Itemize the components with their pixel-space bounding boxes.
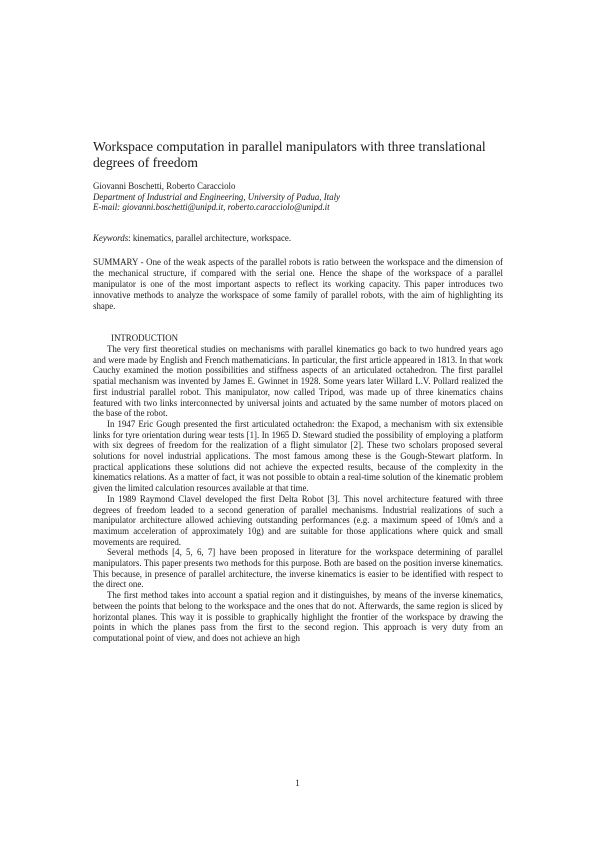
- body-paragraph: The very first theoretical studies on mechanisms with parallel kinematics go back to two hundred years ago and were made by English and French mathematicians. In particular, the first article appeared in 1813. In that work Cauchy examined the motion possibilities and stiffness aspects of an articulated octahedron. The first parallel spatial mechanism was invented by James E. Gwinnet in 1928. Some years later Willard L.V. Pollard realized the first industrial parallel robot. This manipulator, now called Tripod, was made up of three kinematics chains featured with two links interconnected by universal joints and actuated by the same number of motors placed on the base of the robot.: [93, 344, 503, 419]
- body-paragraph: In 1989 Raymond Clavel developed the first Delta Robot [3]. This novel architecture featured with three degrees of freedom leaded to a second generation of parallel mechanisms. Industrial realizations of such a manipulator architecture allowed achieving outstanding performances (e.g. a maximum speed of 10m/s and a maximum acceleration of approximately 10g) and are suitable for those applications where quick and small movements are required.: [93, 493, 503, 547]
- author-affiliation: Department of Industrial and Engineering, University of Padua, Italy: [93, 191, 340, 202]
- keywords-line: [93, 233, 503, 244]
- body-paragraph: In 1947 Eric Gough presented the first articulated octahedron: the Exapod, a mechanism with six extensible links for tyre orientation during wear tests [1]. In 1965 D. Steward studied the possibility of employing a platform with six degrees of freedom for the realization of a flight simulator [2]. These two scholars proposed several solutions for novel industrial applications. The most famous among these is the Gough-Stewart platform. In practical applications these solutions did not achieve the expected results, because of the complexity in the kinematics relations. As a matter of fact, it was not possible to obtain a real-time solution of the kinematic problem given the limited calculation resources available at that time.: [93, 418, 503, 494]
- author-names: Giovanni Boschetti, Roberto Caracciolo: [93, 181, 236, 191]
- author-block: [93, 181, 503, 213]
- author-email: E-mail: giovanni.boschetti@unipd.it, roberto.caracciolo@unipd.it: [93, 202, 330, 213]
- page-number: 1: [295, 778, 300, 788]
- paper-title: Workspace computation in parallel manipulators with three translational degrees of freedom: [93, 139, 486, 170]
- summary-paragraph: SUMMARY - One of the weak aspects of the parallel robots is ratio between the workspace and the dimension of the mechanical structure, if compared with the serial one. Hence the shape of the workspace of a parallel manipulator is one of the most important aspects to reflect its working capacity. This paper introduces two innovative methods to analyze the workspace of some family of parallel robots, with the aim of highlighting its shape.: [93, 257, 503, 311]
- body-paragraph: The first method takes into account a spatial region and it distinguishes, by means of the inverse kinematics, between the points that belong to the workspace and the ones that do not. Afterwards, the same region is sliced by horizontal planes. This way it is possible to graphically highlight the frontier of the workspace by drawing the points in which the planes pass from the first to the second region. This approach is very duty from an computational point of view, and does not achieve an high: [93, 590, 503, 643]
- keywords-label: Keywords: [93, 233, 129, 243]
- section-heading-introduction: INTRODUCTION: [111, 333, 179, 343]
- body-paragraph: Several methods [4, 5, 6, 7] have been proposed in literature for the workspace determining of parallel manipulators. This paper presents two methods for this purpose. Both are based on the position inverse kinematics. This because, in presence of parallel architecture, the inverse kinematics is easier to be identified with respect to the direct one.: [93, 547, 503, 590]
- introduction-body: [93, 344, 503, 644]
- keywords-text: : kinematics, parallel architecture, workspace.: [128, 233, 292, 243]
